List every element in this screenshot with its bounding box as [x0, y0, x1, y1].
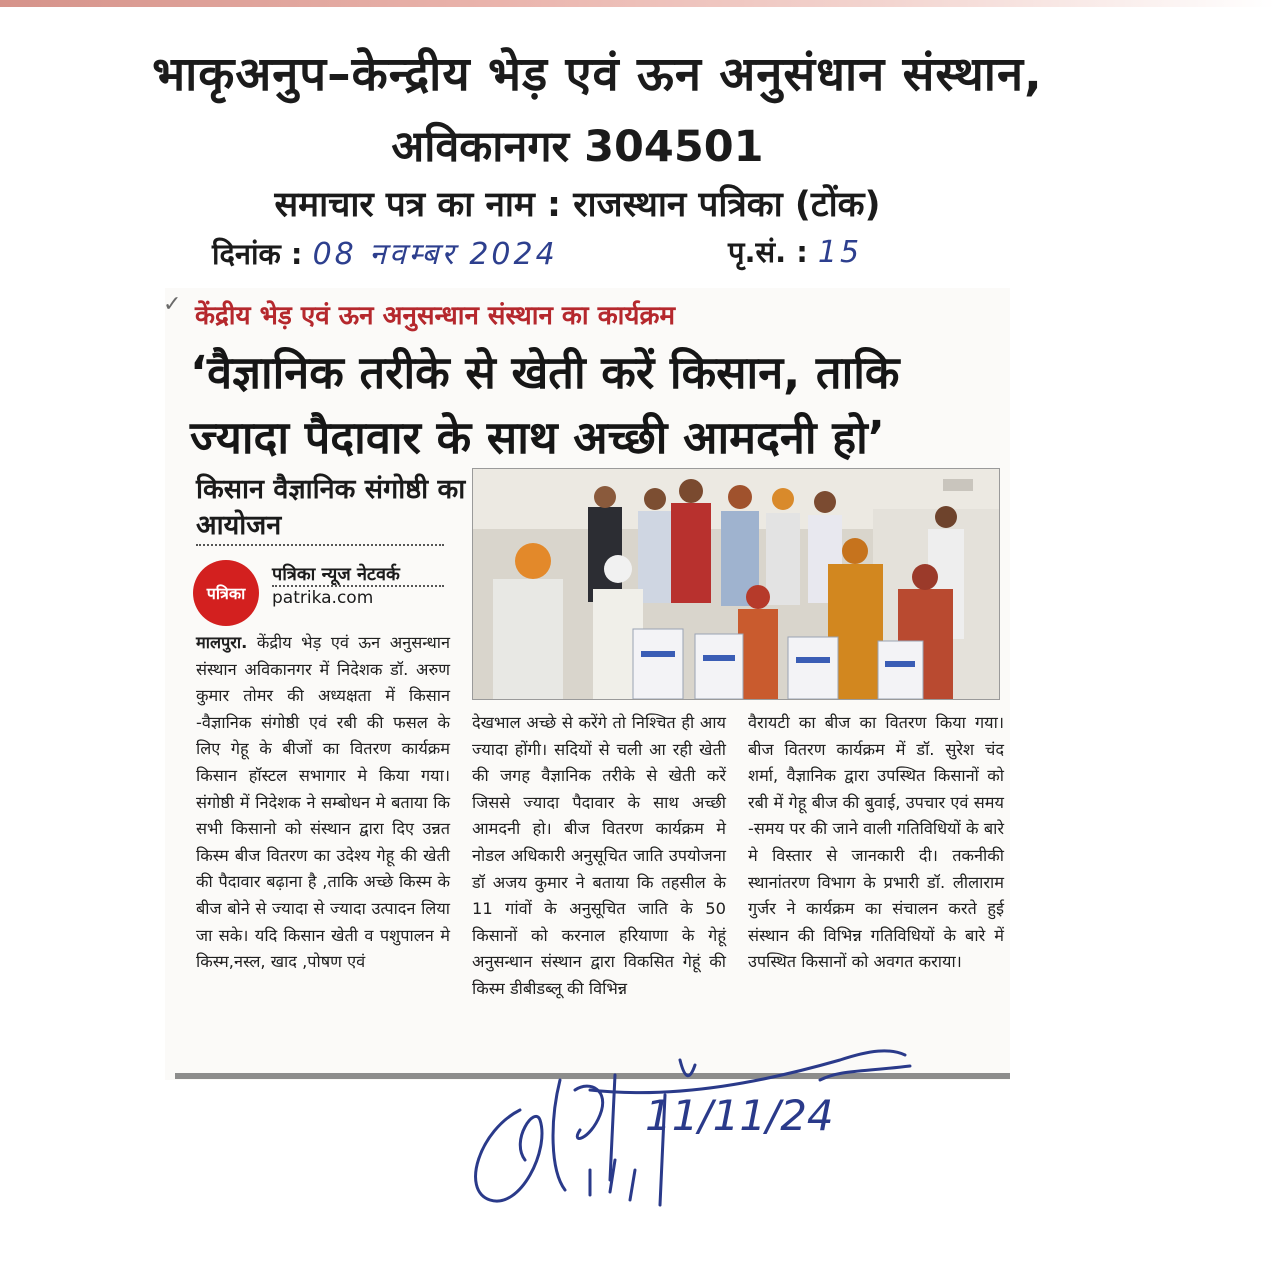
article-kicker: केंद्रीय भेड़ एवं ऊन अनुसन्धान संस्थान का कार्यक्रम	[195, 301, 675, 331]
page-value: 15	[817, 235, 863, 270]
newspaper-name: समाचार पत्र का नाम : राजस्थान पत्रिका (टोंक)	[274, 185, 881, 225]
signature-date: 11/11/24	[645, 1091, 834, 1140]
date-row	[212, 232, 558, 273]
institute-address: अविकानगर 304501	[391, 122, 764, 172]
article-column-3: वैरायटी का बीज का वितरण किया गया। बीज वितरण कार्यक्रम में डॉ. सुरेश चंद शर्मा, वैज्ञानिक द्वारा उपस्थित किसानों को रबी में गेहू बीज की बुवाई, उपचार एवं समय -समय पर की जाने वाली गतिविधियों के बारे मे विस्तार से जानकारी दी। तकनीकी स्थानांतरण विभाग के प्रभारी डॉ. लीलाराम गुर्जर ने कार्यक्रम का संचालन करते हुई संस्थान की विभिन्न गतिविधियों के बारे में उपस्थित किसानों को अवगत कराया।	[748, 713, 1004, 972]
page-label: पृ.सं. :	[728, 235, 808, 269]
date-label: दिनांक :	[212, 237, 303, 271]
scan-edge	[0, 0, 1275, 7]
check-icon: ✓	[163, 292, 182, 317]
article-headline: ‘वैज्ञानिक तरीके से खेती करें किसान, ताकि ज्यादा पैदावार के साथ अच्छी आमदनी हो’	[190, 346, 900, 464]
divider	[272, 585, 444, 587]
patrika-logo: पत्रिका	[193, 560, 259, 626]
date-value: 08 नवम्बर 2024	[312, 237, 558, 272]
photo-illustration	[473, 469, 999, 699]
article-column-1	[196, 630, 450, 976]
website: patrika.com	[272, 588, 374, 608]
divider	[196, 544, 444, 546]
dateline: मालपुरा.	[196, 633, 248, 652]
news-network: पत्रिका न्यूज नेटवर्क	[272, 564, 400, 585]
page-row	[728, 232, 862, 271]
article-subhead: किसान वैज्ञानिक संगोष्ठी का आयोजन	[196, 474, 466, 541]
institute-name: भाकृअनुप–केन्द्रीय भेड़ एवं ऊन अनुसंधान संस्थान,	[152, 47, 1043, 102]
signature-icon	[440, 1020, 1000, 1260]
article-column-2: देखभाल अच्छे से करेंगे तो निश्चित ही आय ज्यादा होंगी। सदियों से चली आ रही खेती की जगह वैज्ञानिक तरीके से खेती करें जिससे ज्यादा पैदावार के साथ अच्छी आमदनी हो। बीज वितरण कार्यक्रम मे नोडल अधिकारी अनुसूचित जाति उपयोजना डॉ अजय कुमार ने बताया कि तहसील के 11 गांवों के अनुसूचित जाति के 50 किसानों को करनाल हरियाणा के गेहूं अनुसन्धान संस्थान द्वारा विकसित गेहूं की किस्म डीबीडब्लू की विभिन्न	[472, 713, 726, 998]
handwritten-signature	[440, 1020, 1000, 1264]
column-1-text: केंद्रीय भेड़ एवं ऊन अनुसन्धान संस्थान अविकानगर में निदेशक डॉ. अरुण कुमार तोमर की अध्यक्षता में किसान -वैज्ञानिक संगोष्ठी एवं रबी की फसल के लिए गेहू के बीजों का वितरण कार्यक्रम किसान हॉस्टल सभागार मे किया गया। संगोष्ठी में निदेशक ने सम्बोधन मे बताया कि सभी किसानो को संस्थान द्वारा दिए उन्नत किस्म बीज वितरण का उदेश्य गेहू की खेती की पैदावार बढ़ाना है ,ताकि अच्छे किस्म के बीज बोने से ज्यादा से ज्यादा उत्पादन लिया जा सके। यदि किसान खेती व पशुपालन मे किस्म,नस्ल, खाद ,पोषण एवं	[196, 633, 450, 972]
event-photo	[472, 468, 1000, 700]
